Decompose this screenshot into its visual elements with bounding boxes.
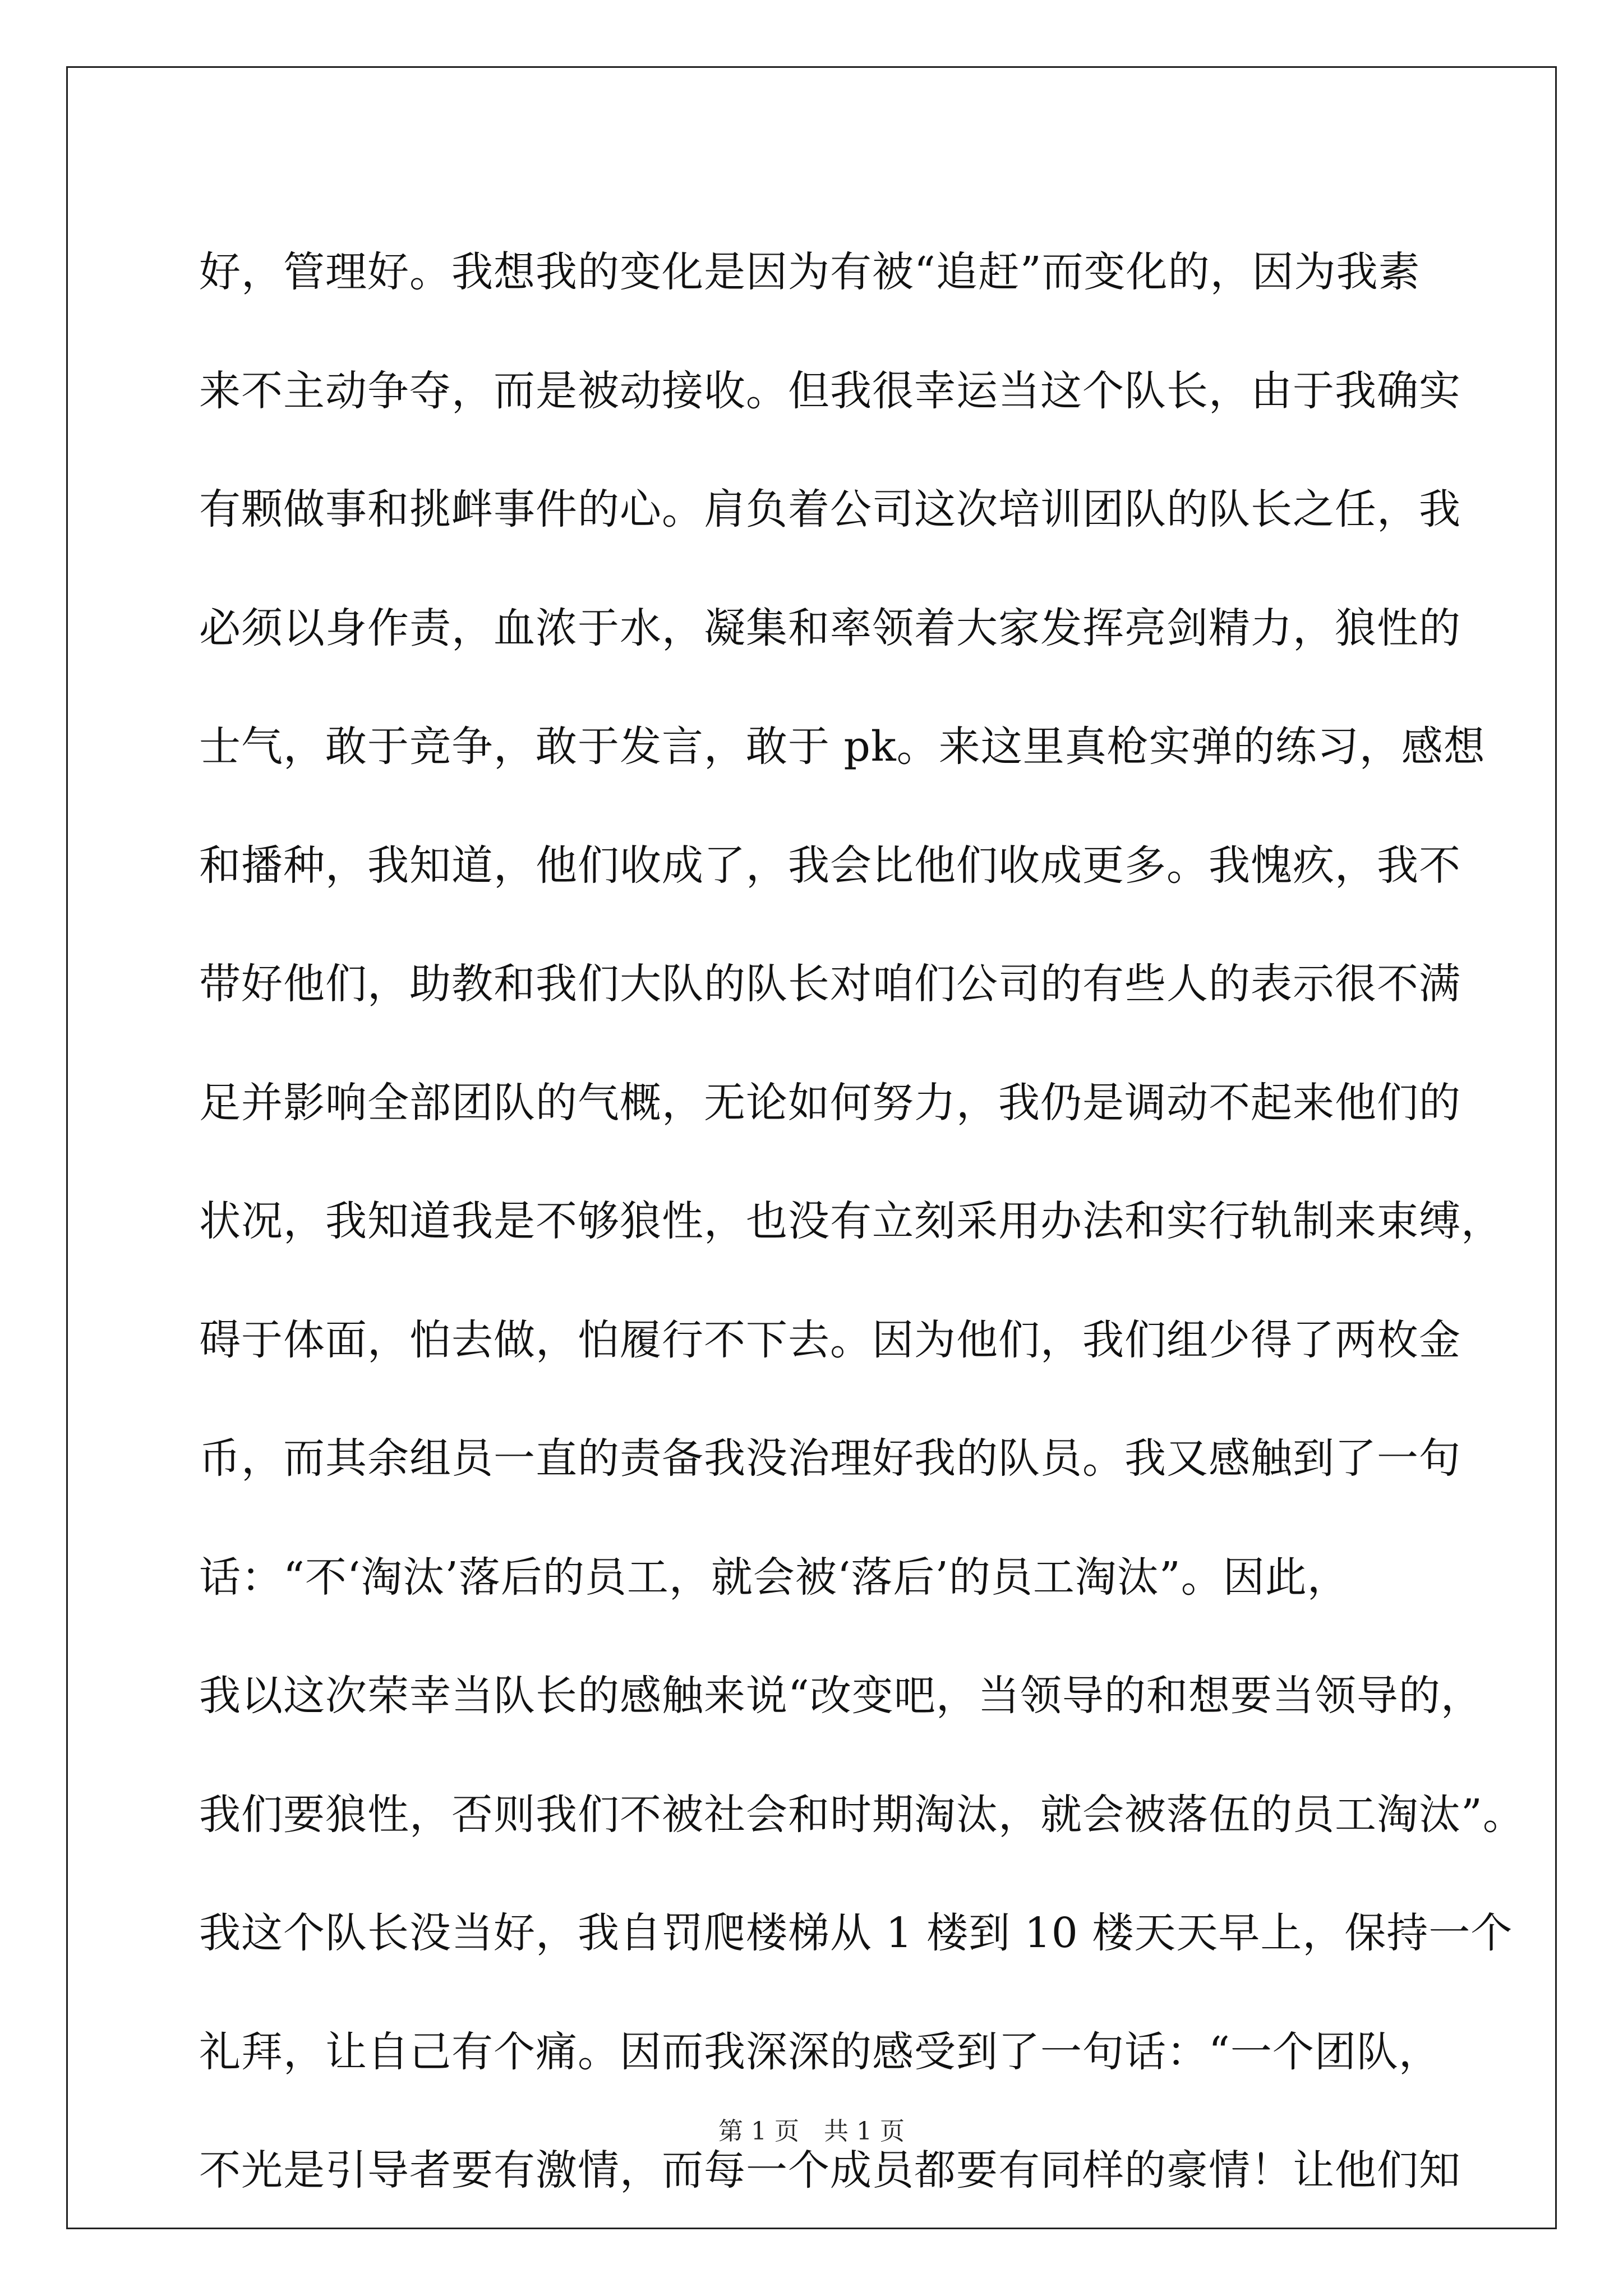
text-line: 来不主动争夺，而是被动接收。但我很幸运当这个队长，由于我确实 [199, 366, 1461, 415]
text-line: 带好他们，助教和我们大队的队长对咱们公司的有些人的表示很不满 [199, 960, 1461, 1008]
page-footer [0, 2115, 1623, 2148]
text-line: 状况，我知道我是不够狼性，也没有立刻采用办法和实行轨制来束缚， [199, 1197, 1503, 1245]
text-line: 我这个队长没当好，我自罚爬楼梯从 1 楼到 10 楼天天早上，保持一个 [199, 1909, 1513, 1957]
text-line: 有颗做事和挑衅事件的心。肩负着公司这次培训团队的队长之任，我 [199, 485, 1461, 533]
text-line: 话：“不‘淘汰’落后的员工，就会被‘落后’的员工淘汰”。因此， [199, 1553, 1349, 1602]
text-line: 碍于体面，怕去做，怕履行不下去。因为他们，我们组少得了两枚金 [199, 1315, 1461, 1364]
body-text [199, 213, 1525, 2230]
page-total: 共 1 页 [824, 2117, 905, 2146]
text-line: 币，而其余组员一直的责备我没治理好我的队员。我又感触到了一句 [199, 1434, 1461, 1483]
text-line: 士气，敢于竞争，敢于发言，敢于 pk。来这里真枪实弹的练习，感想 [199, 723, 1486, 771]
text-line: 好，管理好。我想我的变化是因为有被“追赶”而变化的，因为我素 [199, 248, 1421, 296]
text-line: 礼拜，让自己有个痛。因而我深深的感受到了一句话：“一个团队， [199, 2027, 1441, 2076]
text-line: 足并影响全部团队的气概，无论如何努力，我仍是调动不起来他们的 [199, 1078, 1461, 1127]
text-line: 我以这次荣幸当队长的感触来说“改变吧，当领导的和想要当领导的， [199, 1672, 1483, 1720]
text-line: 我们要狼性，否则我们不被社会和时期淘汰，就会被落伍的员工淘汰”。 [199, 1790, 1525, 1839]
page-number: 第 1 页 [718, 2117, 799, 2146]
text-line: 和播种，我知道，他们收成了，我会比他们收成更多。我愧疚，我不 [199, 841, 1461, 890]
text-line: 必须以身作责，血浓于水，凝集和率领着大家发挥亮剑精力，狼性的 [199, 604, 1461, 652]
text-line: 不光是引导者要有激情，而每一个成员都要有同样的豪情！让他们知 [199, 2146, 1461, 2194]
